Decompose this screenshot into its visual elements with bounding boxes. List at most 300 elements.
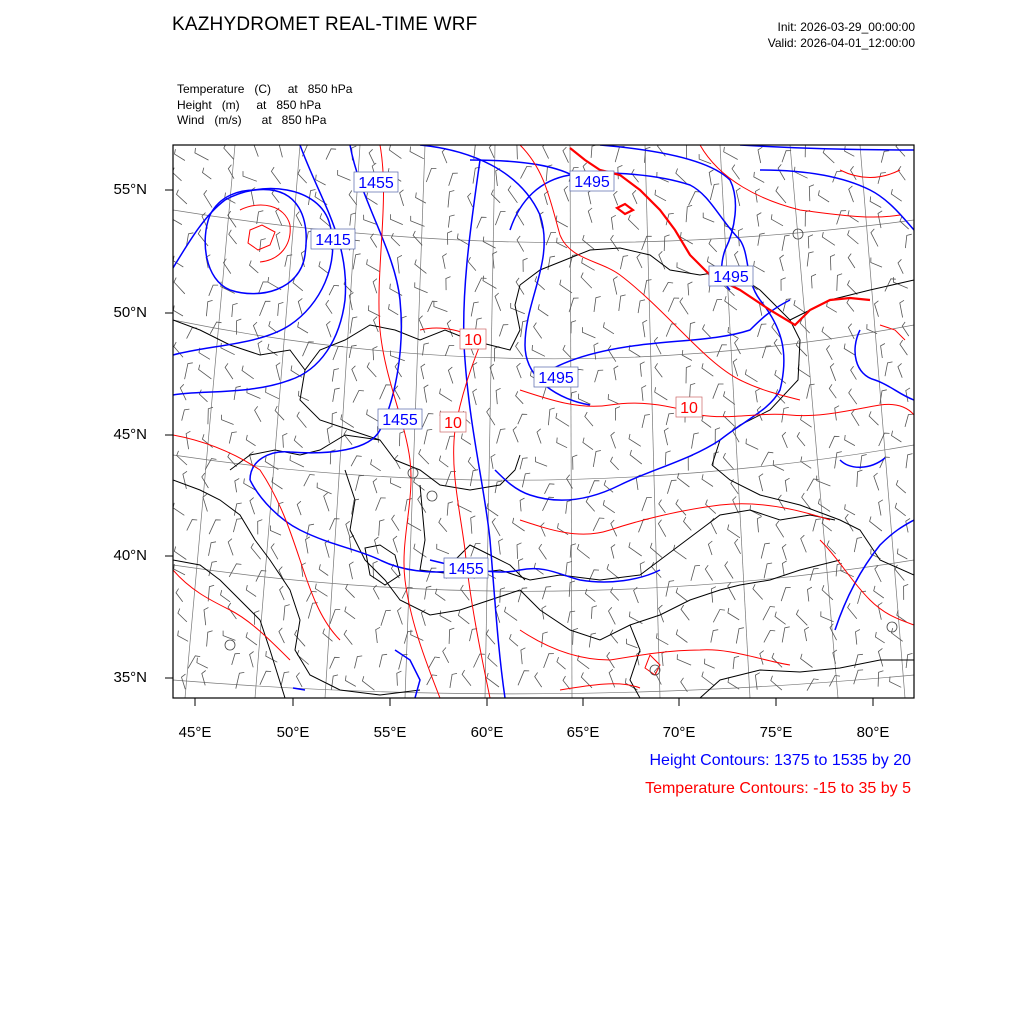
wind-barb: [664, 428, 668, 445]
wind-barb: [317, 483, 332, 494]
wind-barb: [521, 166, 532, 178]
wind-barb: [754, 172, 764, 183]
wind-barb: [703, 324, 711, 337]
wind-barb: [173, 306, 183, 317]
wind-barb: [837, 211, 847, 225]
wind-barb: [896, 142, 905, 156]
wind-barb: [345, 607, 355, 619]
wind-barb: [829, 676, 840, 687]
wind-barb: [688, 282, 693, 296]
wind-barb: [611, 457, 619, 470]
wind-barb: [874, 473, 879, 490]
wind-barb: [813, 519, 821, 532]
lat-label: 45°N: [113, 426, 147, 443]
wind-barb: [422, 414, 433, 428]
wind-barb: [566, 562, 572, 576]
wind-barb: [390, 284, 402, 296]
wind-barb: [593, 451, 601, 467]
wind-barb: [833, 650, 837, 664]
wind-barb: [898, 259, 903, 273]
wind-barb: [197, 658, 208, 668]
wind-barb: [250, 261, 259, 274]
wind-barb: [586, 497, 595, 511]
wind-barb: [483, 276, 496, 289]
wind-barb: [713, 299, 722, 311]
wind-barb: [874, 586, 884, 598]
wind-barb: [298, 169, 307, 183]
wind-barb: [548, 256, 555, 270]
wind-barb: [389, 304, 399, 315]
wind-barb: [373, 279, 377, 294]
wind-barb: [229, 432, 237, 444]
wind-barb: [338, 170, 351, 180]
wind-barb: [809, 185, 814, 201]
wind-barb: [878, 211, 882, 228]
wind-barb: [221, 590, 231, 602]
wind-barb: [346, 584, 355, 598]
wind-barb: [857, 470, 863, 487]
wind-barb: [725, 296, 737, 310]
wind-barb: [709, 170, 713, 185]
wind-barb: [775, 612, 786, 625]
wind-barb: [178, 631, 188, 642]
wind-barb: [407, 518, 421, 531]
wind-barb: [250, 498, 255, 515]
wind-barb: [852, 410, 860, 426]
wind-barb: [642, 415, 650, 428]
wind-barb: [284, 605, 290, 621]
wind-barb: [436, 589, 446, 601]
wind-barb: [399, 431, 404, 446]
height-label: 1455: [358, 175, 394, 192]
wind-barb: [906, 454, 913, 469]
wind-barb: [634, 587, 639, 603]
wind-barb: [782, 235, 790, 251]
wind-barb: [367, 259, 380, 271]
wind-barb: [390, 214, 402, 224]
wind-barb: [771, 214, 783, 226]
wind-barb: [772, 653, 782, 667]
wind-barb: [203, 168, 212, 179]
wind-barb: [532, 345, 545, 356]
wind-barb: [323, 629, 333, 642]
wind-barb: [419, 316, 425, 333]
wind-barb: [557, 438, 567, 448]
wind-barb: [762, 346, 771, 358]
wind-barb: [487, 673, 499, 687]
wind-barb: [243, 171, 257, 181]
wind-barb: [177, 451, 187, 465]
wind-barb: [381, 610, 391, 625]
wind-barb: [362, 676, 374, 690]
wind-barb: [393, 536, 397, 552]
wind-barb: [822, 585, 833, 600]
wind-barb: [848, 603, 857, 619]
wind-barb: [879, 500, 883, 516]
wind-barb: [414, 477, 425, 490]
wind-barb: [304, 475, 315, 487]
wind-barb: [677, 654, 691, 665]
wind-barb: [569, 581, 575, 597]
wind-barb: [400, 190, 404, 206]
wind-barb: [448, 215, 454, 228]
wind-barb: [603, 322, 614, 334]
wind-barb: [198, 230, 208, 247]
wind-barb: [536, 457, 548, 467]
lon-label: 55°E: [373, 724, 407, 741]
wind-barb: [397, 671, 402, 686]
wind-barb: [419, 449, 429, 464]
wind-barb: [776, 187, 786, 204]
wind-barb: [246, 632, 257, 645]
wind-barb: [870, 517, 882, 532]
wind-barb: [644, 280, 652, 296]
wind-barb: [564, 186, 569, 201]
wind-barb: [458, 611, 469, 624]
wind-barb: [556, 413, 569, 426]
wind-barb: [619, 295, 626, 311]
wind-barb: [628, 215, 639, 230]
wind-barb: [183, 471, 187, 489]
wind-barb: [242, 366, 254, 379]
wind-barb: [202, 671, 206, 686]
wind-barb: [708, 541, 712, 555]
wind-barb: [668, 298, 679, 312]
wind-barb: [355, 656, 363, 669]
wind-barb: [849, 186, 854, 202]
wind-barb: [468, 457, 476, 470]
wind-barb: [374, 317, 379, 332]
wind-barb: [655, 363, 662, 377]
wind-barb: [428, 301, 438, 312]
wind-barb: [505, 607, 518, 621]
wind-barb: [822, 232, 835, 245]
height-label: 1455: [448, 561, 484, 578]
wind-barb: [306, 537, 310, 554]
wind-barb: [811, 274, 816, 288]
wind-barb: [544, 654, 554, 668]
wind-barb: [542, 587, 551, 600]
wind-barb: [326, 300, 332, 314]
wind-barb: [271, 544, 278, 560]
wind-barb: [780, 255, 784, 271]
wind-barb: [563, 676, 570, 689]
wind-barb: [881, 151, 889, 163]
wind-barb: [629, 434, 641, 446]
wind-barb: [591, 606, 597, 619]
wind-barb: [630, 450, 642, 464]
wind-barb: [851, 366, 857, 379]
lon-label: 75°E: [759, 724, 793, 741]
wind-barb: [563, 345, 571, 358]
wind-barb: [782, 627, 790, 643]
axis-ticks: [165, 190, 873, 706]
wind-barb: [276, 232, 280, 250]
wind-barb: [691, 565, 700, 580]
wind-barb: [735, 251, 740, 266]
wind-barb: [614, 366, 618, 380]
wind-barb: [447, 502, 453, 516]
wind-barb: [588, 190, 592, 205]
wind-barb: [871, 258, 882, 268]
wind-barb: [171, 213, 182, 225]
wind-barb: [545, 484, 555, 494]
wind-barb: [276, 363, 280, 381]
wind-barb: [496, 169, 500, 186]
wind-barb: [391, 233, 400, 246]
lon-label: 50°E: [276, 724, 310, 741]
wind-barb: [582, 327, 595, 338]
wind-barb: [548, 408, 554, 425]
lon-label: 70°E: [662, 724, 696, 741]
wind-barb: [185, 363, 193, 379]
wind-barb: [655, 190, 666, 201]
wind-barb: [733, 656, 739, 669]
wind-barb: [255, 406, 261, 421]
wind-barb: [176, 589, 183, 602]
wind-barb: [344, 630, 352, 645]
wind-barb: [583, 438, 593, 450]
wind-barb: [805, 141, 810, 157]
wind-barb: [798, 364, 810, 377]
wind-barb: [346, 521, 350, 537]
wind-barb: [593, 518, 604, 531]
wind-barb: [330, 519, 340, 530]
lat-label: 55°N: [113, 181, 147, 198]
wind-barb: [904, 584, 909, 600]
wind-barb: [776, 521, 784, 537]
wind-barb: [710, 184, 719, 200]
wind-barb: [854, 537, 862, 552]
wind-barb: [510, 634, 519, 646]
wind-barb: [711, 630, 718, 643]
wind-barb: [517, 363, 522, 378]
wind-barb: [902, 322, 909, 336]
wind-barb: [349, 191, 357, 205]
wind-barb: [875, 301, 879, 317]
wind-barb: [890, 677, 902, 688]
wind-barb: [458, 500, 472, 512]
wind-barb: [638, 300, 645, 313]
wind-barb: [392, 515, 400, 531]
wind-barb: [763, 607, 775, 621]
wind-barb: [782, 544, 786, 560]
wind-barb: [253, 322, 258, 338]
field-height: Height (m) at 850 hPa: [177, 97, 322, 112]
wind-barb: [728, 582, 736, 600]
wind-barb: [796, 610, 807, 626]
wind-barb: [373, 585, 379, 599]
wind-barb: [355, 475, 364, 490]
wind-barb: [589, 481, 599, 494]
wind-barb: [689, 322, 695, 339]
wind-barb: [517, 543, 522, 559]
wind-barb: [496, 388, 501, 404]
wind-barb: [871, 229, 878, 247]
wind-barb: [782, 561, 786, 576]
wind-barb: [705, 565, 712, 580]
wind-barb: [369, 149, 374, 164]
wind-barb: [271, 167, 280, 184]
wind-barb: [424, 429, 432, 444]
wind-barb: [823, 148, 834, 163]
wind-barb: [642, 386, 646, 401]
wind-barb: [829, 436, 839, 448]
height-label: 1495: [538, 370, 574, 387]
wind-barb: [518, 414, 527, 424]
wind-barb: [297, 412, 306, 428]
wind-barb: [298, 298, 302, 314]
wind-barb: [520, 458, 528, 470]
wind-barb: [376, 627, 380, 643]
wind-barb: [608, 394, 619, 404]
wind-barb: [821, 611, 834, 621]
wind-barb: [246, 585, 256, 596]
wind-barb: [758, 233, 765, 246]
wind-barb: [258, 341, 262, 356]
wind-barb: [315, 584, 327, 597]
wind-barb: [461, 585, 470, 600]
wind-barb: [782, 151, 791, 163]
wind-barb: [614, 191, 618, 205]
wind-barb: [594, 297, 601, 312]
wind-barb: [483, 237, 495, 249]
wind-barb: [736, 628, 744, 644]
wind-barb: [308, 603, 317, 619]
wind-barb: [379, 520, 385, 536]
wind-barb: [443, 254, 447, 269]
wind-barb: [829, 384, 836, 398]
wind-barb: [775, 370, 786, 383]
wind-barb: [457, 234, 469, 246]
wind-barb: [367, 362, 376, 377]
wind-barb: [235, 479, 239, 493]
height-label: 1495: [713, 269, 749, 286]
wind-barb: [567, 475, 573, 489]
wind-barb: [885, 362, 893, 376]
wind-barb: [491, 190, 500, 203]
wind-barb: [380, 385, 391, 400]
wind-barb: [847, 298, 854, 311]
wind-barb: [848, 230, 859, 244]
wind-barb: [632, 169, 639, 182]
wind-barb: [900, 340, 908, 355]
wind-barb: [678, 473, 690, 487]
wind-barb: [278, 302, 284, 316]
wind-barb: [224, 259, 231, 274]
wind-barb: [294, 436, 302, 448]
wind-barb: [283, 433, 288, 447]
wind-barb: [713, 384, 724, 399]
wind-barb: [395, 386, 401, 400]
wind-barb: [608, 345, 616, 361]
wind-barb: [495, 293, 501, 311]
wind-barb: [513, 518, 525, 531]
wind-barb: [508, 186, 517, 203]
wind-barb: [800, 319, 810, 334]
wind-barb: [260, 239, 266, 252]
wind-barb: [473, 389, 477, 405]
wind-barb: [497, 429, 506, 444]
wind-barb: [629, 542, 642, 556]
wind-barb: [437, 544, 449, 554]
wind-barb: [345, 676, 355, 687]
wind-barb: [844, 344, 856, 356]
wind-barb: [774, 339, 781, 355]
wind-barb: [905, 414, 913, 427]
wind-barb: [676, 630, 687, 643]
wind-barb: [878, 671, 883, 687]
country-borders: [173, 248, 914, 698]
wind-barb: [516, 391, 524, 404]
wind-barb: [676, 499, 686, 515]
wind-barb: [855, 654, 863, 668]
wind-barb: [896, 480, 906, 493]
wind-barb: [781, 588, 791, 602]
wind-barb: [666, 413, 674, 425]
wind-barb: [473, 363, 477, 379]
wind-barb: [209, 285, 218, 296]
wind-barb: [858, 591, 867, 604]
wind-barb: [733, 359, 738, 377]
wind-barb: [830, 255, 835, 271]
wind-barb: [199, 390, 207, 402]
wind-barb: [499, 325, 508, 337]
wind-barb: [538, 304, 548, 316]
wind-barb: [172, 168, 181, 181]
wind-barb: [332, 369, 339, 382]
wind-barb: [849, 389, 857, 405]
wind-barb: [344, 430, 352, 445]
wind-barb: [279, 628, 285, 643]
wind-barb: [398, 607, 403, 624]
wind-barb: [187, 520, 197, 531]
wind-barb: [448, 367, 453, 383]
wind-barb: [615, 146, 624, 162]
wind-barb: [807, 679, 819, 691]
wind-barb: [398, 255, 402, 273]
wind-barb: [443, 648, 449, 663]
wind-barb: [416, 193, 426, 204]
wind-barb: [491, 454, 495, 469]
wind-barb: [666, 324, 676, 337]
wind-barb: [711, 587, 716, 603]
wind-barb: [450, 673, 457, 688]
wind-barb: [468, 257, 476, 270]
wind-barb: [330, 610, 340, 624]
wind-barb: [225, 363, 233, 379]
wind-barb: [728, 327, 739, 338]
wind-barb: [440, 389, 452, 402]
wind-barb: [818, 190, 829, 202]
wind-barb: [588, 208, 592, 223]
wind-barb: [785, 478, 789, 492]
wind-barb: [233, 519, 241, 533]
wind-barb: [633, 190, 638, 204]
wind-barb: [232, 653, 240, 665]
wind-barb: [511, 303, 525, 314]
wind-barb: [434, 302, 448, 312]
wind-barb: [754, 261, 765, 272]
wind-barb: [229, 564, 241, 577]
wind-barb: [848, 324, 854, 339]
height-contour-labels: [311, 171, 753, 578]
wind-barb: [557, 657, 566, 669]
wind-barb: [801, 415, 812, 427]
wind-barb: [609, 669, 615, 687]
lat-label: 40°N: [113, 547, 147, 564]
wind-barb: [681, 678, 688, 692]
